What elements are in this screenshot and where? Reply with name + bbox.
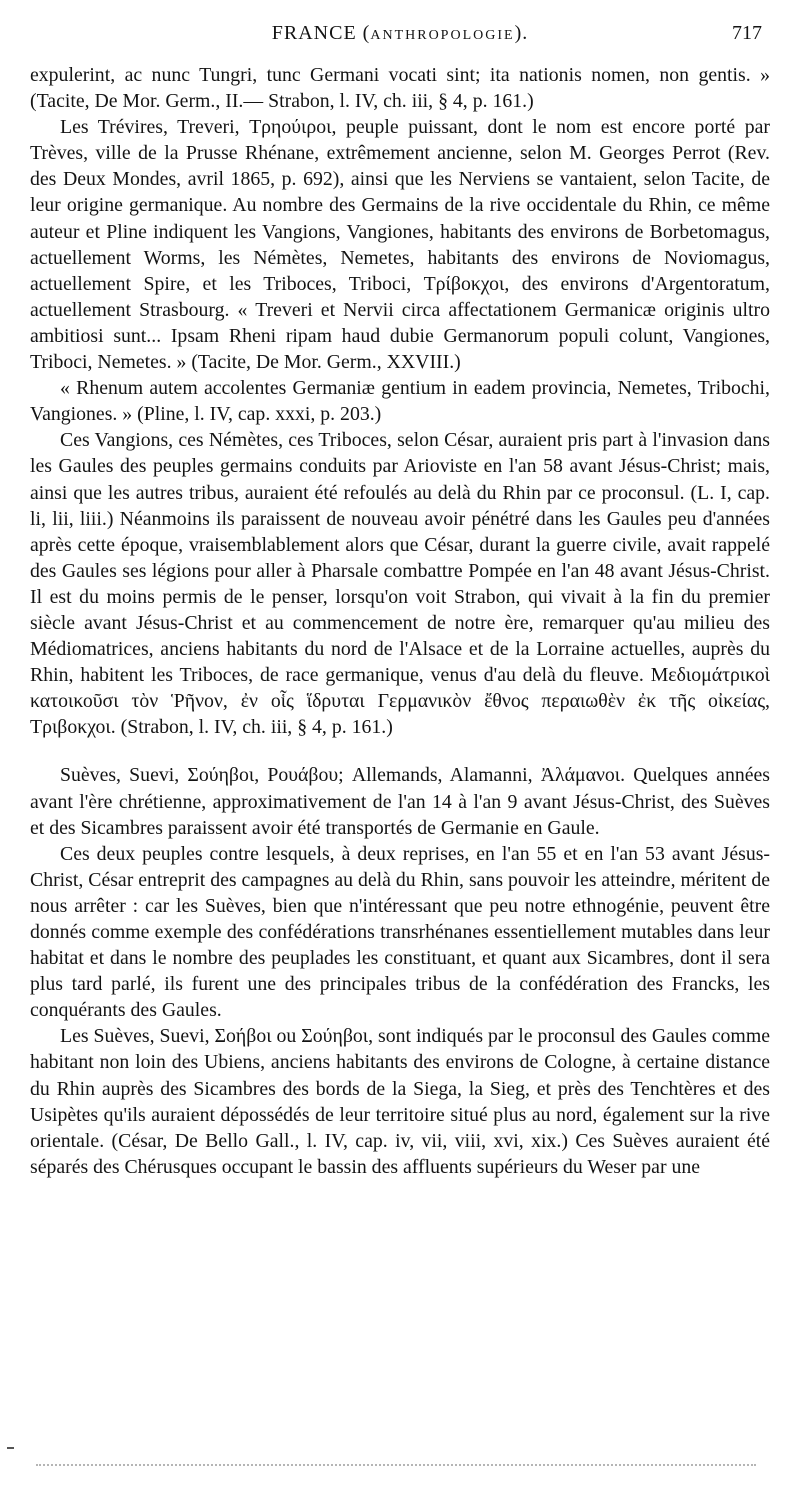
paragraph: Les Trévires, Treveri, Τρηούιροι, peuple puissant, dont le nom est encore porté par Trèves, ville de la Prusse Rhénane, extrêmement ancienne, selon M. Georges Perrot (Rev. des Deux Mondes, avril 1865, p. 692), ainsi que les Nerviens se vantaient, selon Tacite, de leur origine germanique. Au nombre des Germains de la rive occidentale du Rhin, ce même auteur et Pline indiquent les Vangions, Vangiones, habitants des environs de Borbetomagus, actuellement Worms, les Némètes, Nemetes, habitants des environs de Noviomagus, actuellement Spire, et les Triboces, Triboci, Τρίβοκχοι, des environs d'Argentoratum, actuellement Strasbourg. « Treveri et Nervii circa affectationem Germanicæ originis ultro ambitiosi sunt... Ipsam Rheni ripam haud dubie Germanorum populi colunt, Vangiones, Triboci, Nemetes. » (Tacite, De Mor. Germ., XXVIII.) (30, 116, 770, 374)
paragraph: Ces Vangions, ces Némètes, ces Triboces, selon César, auraient pris part à l'invasion dans les Gaules des peuples germains conduits par Arioviste en l'an 58 avant Jésus-Christ; mais, ainsi que les autres tribus, auraient été refoulés au delà du Rhin par ce proconsul. (L. I, cap. li, lii, liii.) Néanmoins ils paraissent de nouveau avoir pénétré dans les Gaules peu d'années après cette époque, vraisemblablement alors que César, durant la guerre civile, avait rappelé des Gaules ses légions pour aller à Pharsale combattre Pompée en l'an 48 avant Jésus-Christ. Il est du moins permis de le penser, lorsqu'on voit Strabon, qui vivait à la fin du premier siècle avant Jésus-Christ et au commencement de notre ère, remarquer qu'au milieu des Médiomatrices, anciens habitants du nord de l'Alsace et de la Lorraine actuelles, auprès du Rhin, habitent les Triboces, de race germanique, venus d'au delà du fleuve. Μεδιομάτρικοὶ κατοικοῦσι τὸν Ῥῆνον, ἐν οἷς ἵδρυται Γερμανικὸν ἔθνος περαιωθὲν ἐκ τῆς οἰκείας, Τριβοκχοι. (Strabon, l. IV, ch. iii, § 4, p. 161.) (30, 429, 770, 739)
section-gap (30, 740, 770, 762)
running-header (30, 22, 770, 62)
running-title-subject: ANTHROPOLOGIE (370, 28, 515, 43)
paragraph: Suèves, Suevi, Σούηβοι, Ρουάβου; Allemands, Alamanni, Ἀλάμανοι. Quelques années avant l'ère chrétienne, approximativement de l'an 14 à l'an 9 avant Jésus-Christ, des Suèves et des Sicambres paraissent avoir été transportés de Germanie en Gaule. (30, 764, 770, 839)
paragraph: Les Suèves, Suevi, Σοήβοι ou Σούηβοι, sont indiqués par le proconsul des Gaules comme habitant non loin des Ubiens, anciens habitants des environs de Cologne, à certaine distance du Rhin auprès des Sicambres des bords de la Siega, la Sieg, et près des Tenchtères et des Usipètes qu'ils auraient dépossédés de leur territoire situé plus au nord, également sur la rive orientale. (César, De Bello Gall., l. IV, cap. iv, vii, viii, xvi, xix.) Ces Suèves auraient été séparés des Chérusques occupant le bassin des affluents supérieurs du Weser par une (30, 1025, 770, 1178)
body-text (30, 62, 770, 1180)
page-number: 717 (732, 22, 762, 44)
running-title-end: ). (514, 22, 529, 44)
margin-mark (7, 1447, 14, 1449)
paragraph: Ces deux peuples contre lesquels, à deux reprises, en l'an 55 et en l'an 53 avant Jésus-Christ, César entreprit des campagnes au delà du Rhin, sans pouvoir les atteindre, méritent de nous arrêter : car les Suèves, bien que n'intéressant que peu notre ethnogénie, peuvent être donnés comme exemple des confédérations transrhénanes essentiellement mutables dans leur habitat et dans le nombre des peuplades les constituant, et quant aux Sicambres, dont il sera plus tard parlé, ils furent une des principales tribus de la confédération des Francks, les conquérants des Gaules. (30, 842, 770, 1022)
book-page (30, 22, 770, 1180)
footer-rule (36, 1464, 756, 1466)
paragraph: « Rhenum autem accolentes Germaniæ gentium in eadem provincia, Nemetes, Tribochi, Vangiones. » (Pline, l. IV, cap. xxxi, p. 203.) (30, 377, 770, 426)
running-title (30, 22, 770, 45)
running-title-main: FRANCE ( (271, 22, 371, 44)
paragraph: expulerint, ac nunc Tungri, tunc Germani vocati sint; ita nationis nomen, non gentis. » (Tacite, De Mor. Germ., II.— Strabon, l. IV, ch. iii, § 4, p. 161.) (30, 64, 770, 113)
